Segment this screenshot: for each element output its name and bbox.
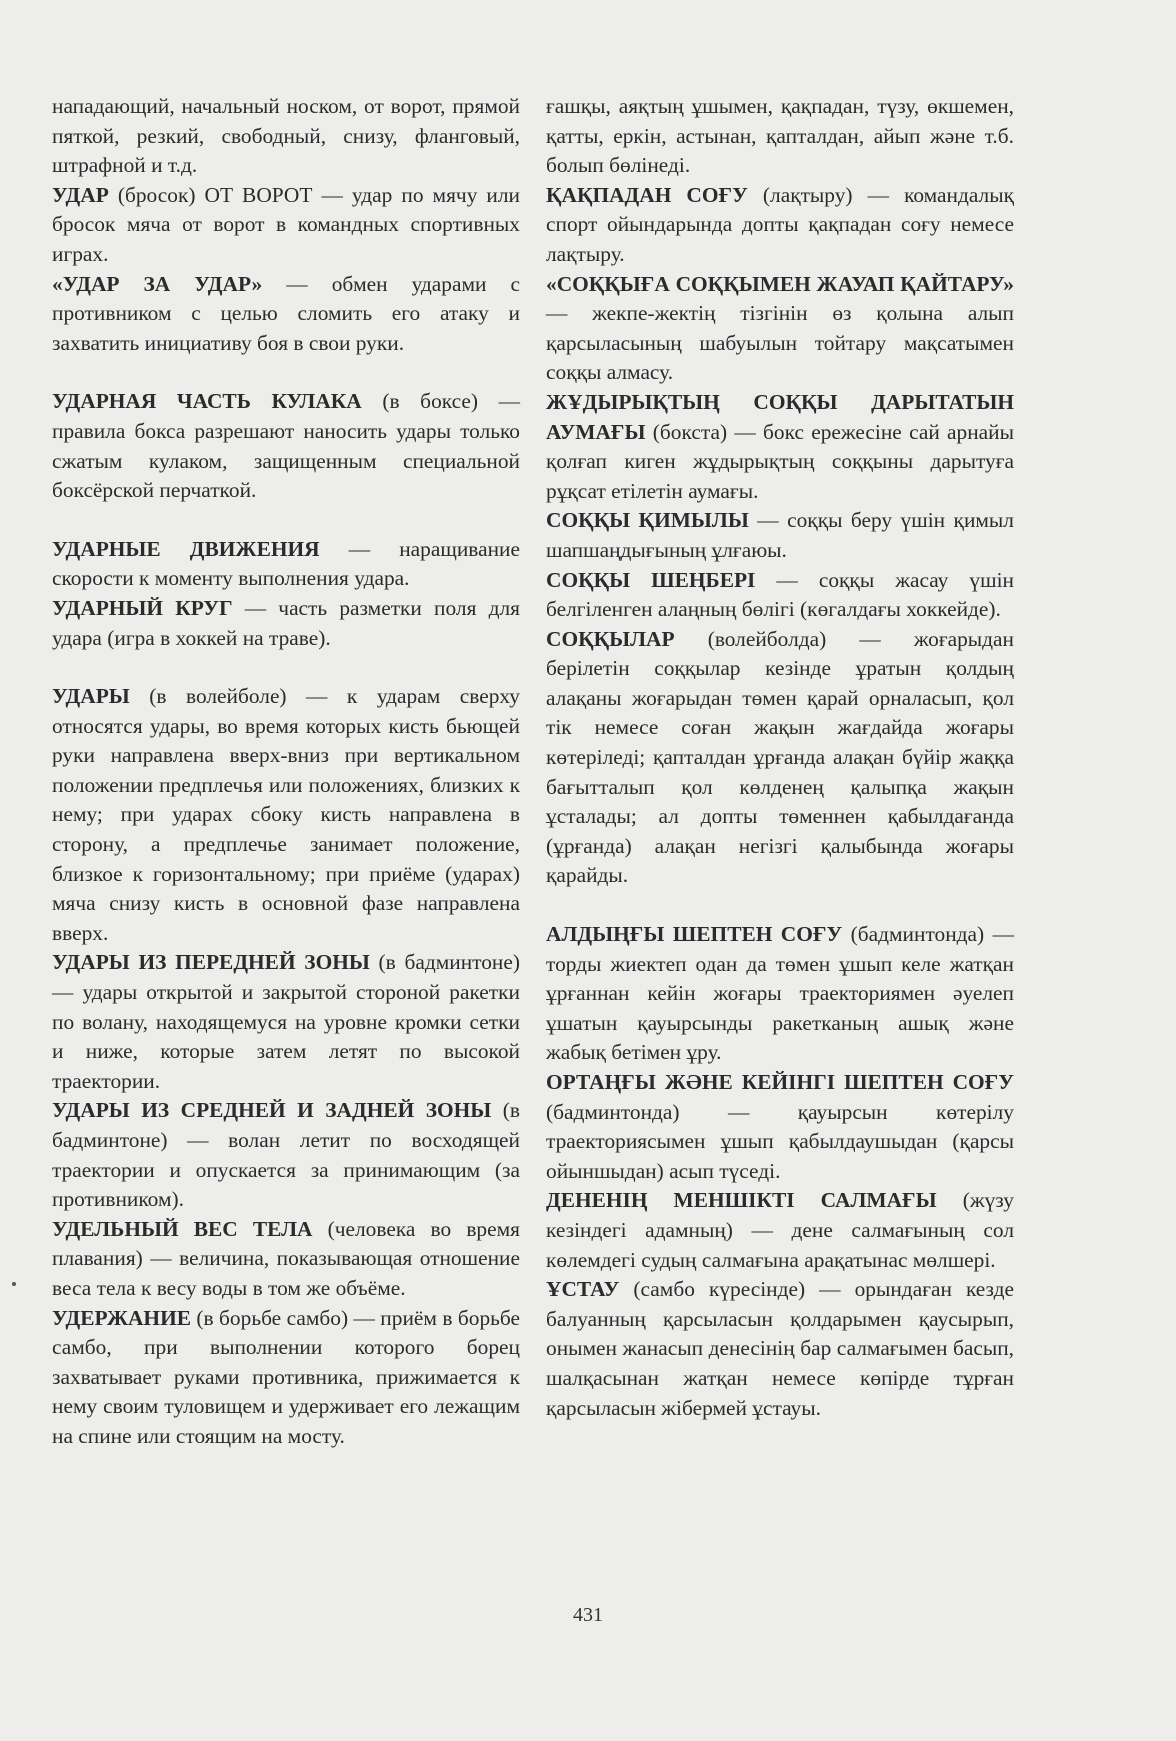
entry-soqqyga-soqqymen: «СОҚҚЫҒА СОҚҚЫМЕН ЖАУАП ҚАЙТАРУ» — жекпе-жектің тізгінін өз қолына алып қарсыласының шабуылын тойтару мақсатымен соққы алмасу. [546,271,1014,385]
entry-udarnye-dvizheniya: УДАРНЫЕ ДВИЖЕНИЯ — наращивание скорости к моменту выполнения удара. [52,536,520,591]
entry-udar-za-udar: «УДАР ЗА УДАР» — обмен ударами с противником с целью сломить его атаку и захватить инициативу боя в свои руки. [52,271,520,355]
left-column [52,92,520,1452]
entry-uderzhanie: УДЕРЖАНИЕ (в борьбе самбо) — приём в борьбе самбо, при выполнении которого борец захватывает руками противника, прижимается к нему своим туловищем и удерживает его лежащим на спине или стоящим на мосту. [52,1305,520,1448]
entry-ortangy-sheptten: ОРТАҢҒЫ ЖӘНЕ КЕЙІНГІ ШЕПТЕН СОҒУ (бадминтонда) — қауырсын көтерілу траекториясымен ұшып қабылдаушыдан (қарсы ойыншыдан) асып түседі. [546,1070,1014,1183]
entry-udary-perednyaya-zona: УДАРЫ ИЗ ПЕРЕДНЕЙ ЗОНЫ (в бадминтоне) — удары открытой и закрытой стороной ракетки по волану, находящемуся на уровне кромки сетки и ниже, которые затем летят по высокой траектории. [52,950,520,1093]
entry-soqqy-shenberi: СОҚҚЫ ШЕҢБЕРІ — соққы жасау үшін белгіленген алаңның бөлігі (көгалдағы хоккейде). [546,567,1014,622]
entry-udary-voleibol: УДАРЫ (в волейболе) — к ударам сверху относятся удары, во время которых кисть бьющей руки направлена вверх-вниз при вертикальном положении предплечья или положениях, близких к нему; при ударах сбоку кисть направлена в сторону, а предплечье занимает положение, близкое к горизонтальному; при приёме (ударах) мяча снизу кисть в основной фазе направлена вверх. [52,684,520,945]
entry-soqqylar: СОҚҚЫЛАР (волейболда) — жоғарыдан берілетін соққылар кезінде ұратын қолдың алақаны жоғарыдан төмен қарай орналасып, қол тік немесе соған жақын жағдайда жоғары көтеріледі; қапталдан ұрғанда алақан бүйір жаққа бағытталып қол көлденең қалыпқа жақын ұсталады; ал допты төменнен қабылдағанда (ұрғанда) алақан негізгі қалыбында жоғары қарайды. [546,626,1014,888]
entry-continuation: нападающий, начальный носком, от ворот, прямой пяткой, резкий, свободный, снизу, фланговый, штрафной и т.д. [52,94,520,178]
entry-aldyngy-sheptten: АЛДЫҢҒЫ ШЕПТЕН СОҒУ (бадминтонда) — торды жиектеп одан да төмен ұшып келе жатқан ұрғаннан кейін жоғары траекториямен әуелеп ұшатын қауырсынды ракетканың ашық және жабық бетімен ұру. [546,922,1014,1065]
entry-udarnaya-chast-kulaka: УДАРНАЯ ЧАСТЬ КУЛАКА (в боксе) — правила бокса разрешают наносить удары только сжатым кулаком, защищенным специальной боксёрской перчаткой. [52,389,520,503]
entry-udar-ot-vorot: УДАР (бросок) ОТ ВОРОТ — удар по мячу или бросок мяча от ворот в командных спортивных играх. [52,182,520,266]
entry-ustau: ҰСТАУ (самбо күресінде) — орындаған кезде балуанның қарсыласын қолдарымен қаусырып, онымен жанасып денесінің бар салмағымен басып, шалқасынан жатқан немесе көпірде тұрған қарсыласын жібермей ұстауы. [546,1277,1014,1420]
entry-udary-srednyaya-zona: УДАРЫ ИЗ СРЕДНЕЙ И ЗАДНЕЙ ЗОНЫ (в бадминтоне) — волан летит по восходящей траектории и опускается за принимающим (за противником). [52,1098,520,1212]
entry-continuation-kz: ғашқы, аяқтың ұшымен, қақпадан, түзу, өкшемен, қатты, еркін, астынан, қапталдан, айып және т.б. болып бөлінеді. [546,94,1014,178]
margin-mark [12,1282,16,1286]
entry-udelnyi-ves: УДЕЛЬНЫЙ ВЕС ТЕЛА (человека во время плавания) — величина, показывающая отношение веса тела к весу воды в том же объёме. [52,1216,520,1300]
entry-qaqpadan-sogu: ҚАҚПАДАН СОҒУ (лақтыру) — командалық спорт ойындарында допты қақпадан соғу немесе лақтыру. [546,182,1014,266]
entry-soqqy-qimyly: СОҚҚЫ ҚИМЫЛЫ — соққы беру үшін қимыл шапшаңдығының ұлғаюы. [546,508,1014,562]
right-column [546,92,1014,1423]
entry-denenin-salmagy: ДЕНЕНІҢ МЕНШІКТІ САЛМАҒЫ (жүзу кезіндегі адамның) — дене салмағының сол көлемдегі судың салмағына арақатынас мөлшері. [546,1188,1014,1272]
entry-zhudyryqtyn-aumagy: ЖҰДЫРЫҚТЫҢ СОҚҚЫ ДАРЫТАТЫН АУМАҒЫ (бокста) — бокс ережесіне сай арнайы қолғап киген жұдырықтың соққыны дарытуға рұқсат етілетін аумағы. [546,389,1014,503]
entry-udarnyi-krug: УДАРНЫЙ КРУГ — часть разметки поля для удара (игра в хоккей на траве). [52,595,520,650]
page-number: 431 [573,1604,603,1626]
